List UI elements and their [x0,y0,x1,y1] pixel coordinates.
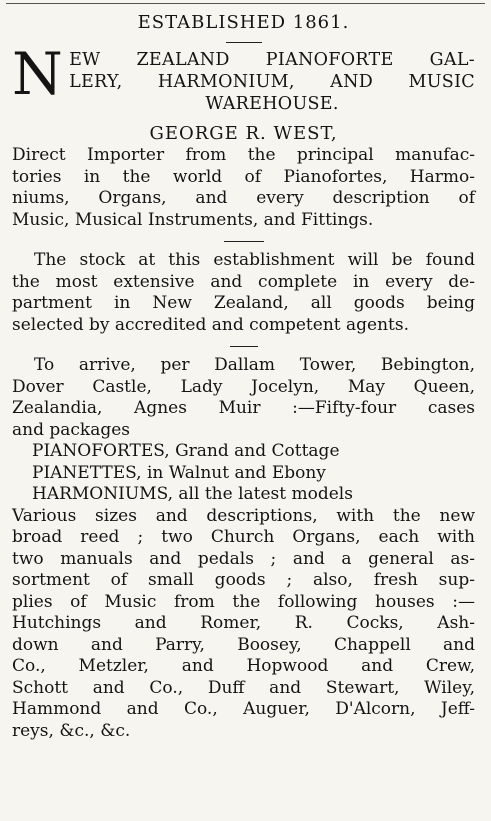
separator-dash [224,241,264,242]
details-line: plies of Music from the following houses :— [12,591,475,612]
intro-paragraph [12,145,475,231]
details-line: Hammond and Co., Auguer, D'Alcorn, Jeff- [12,699,475,719]
stock-line: selected by accredited and competent agents. [12,314,409,335]
drop-cap: N [12,40,64,108]
goods-item: PIANETTES, in Walnut and Ebony [32,462,326,483]
proprietor-name: GEORGE R. WEST, [149,123,338,144]
details-line: Hutchings and Romer, R. Cocks, Ash- [12,613,475,633]
details-line: broad reed ; two Church Organs, each with [12,527,475,547]
stock-line: partment in New Zealand, all goods being [12,293,475,313]
stock-paragraph [12,250,475,336]
headline-line-1: EW ZEALAND PIANOFORTE GAL- [69,50,475,70]
headline [12,40,475,115]
goods-list [12,441,475,506]
details-line: Schott and Co., Duff and Stewart, Wiley, [12,677,475,698]
arrivals-line: Dover Castle, Lady Jocelyn, May Queen, [12,376,475,397]
details-line: Co., Metzler, and Hopwood and Crew, [12,656,475,676]
goods-item: PIANOFORTES, Grand and Cottage [32,441,340,461]
details-paragraph [12,506,475,743]
details-line: Various sizes and descriptions, with the new [12,505,475,526]
intro-line: niums, Organs, and every description of [12,188,475,208]
arrivals-paragraph [12,355,475,441]
headline-line-2: LERY, HARMONIUM, AND MUSIC [69,72,475,92]
goods-item: HARMONIUMS, all the latest models [32,484,353,504]
intro-line: tories in the world of Pianofortes, Harmo- [12,166,475,187]
intro-line: Direct Importer from the principal manufac- [12,145,475,165]
details-line: sortment of small goods ; also, fresh sup- [12,570,475,590]
separator-dash [230,346,258,347]
details-line: down and Parry, Boosey, Chappell and [12,634,475,655]
stock-line: The stock at this establishment will be found [34,250,475,270]
arrivals-line: To arrive, per Dallam Tower, Bebington, [34,355,475,375]
top-rule [6,3,485,4]
intro-line: Music, Musical Instruments, and Fittings. [12,209,374,230]
details-line: reys, &c., &c. [12,720,131,741]
arrivals-line: and packages [12,419,131,440]
established-line: ESTABLISHED 1861. [137,12,350,33]
stock-line: the most extensive and complete in every de- [12,271,475,292]
details-line: two manuals and pedals ; and a general as- [12,548,475,569]
arrivals-line: Zealandia, Agnes Muir :—Fifty-four cases [12,398,475,418]
headline-line-3: WAREHOUSE. [205,94,339,114]
separator-dash [226,42,262,43]
